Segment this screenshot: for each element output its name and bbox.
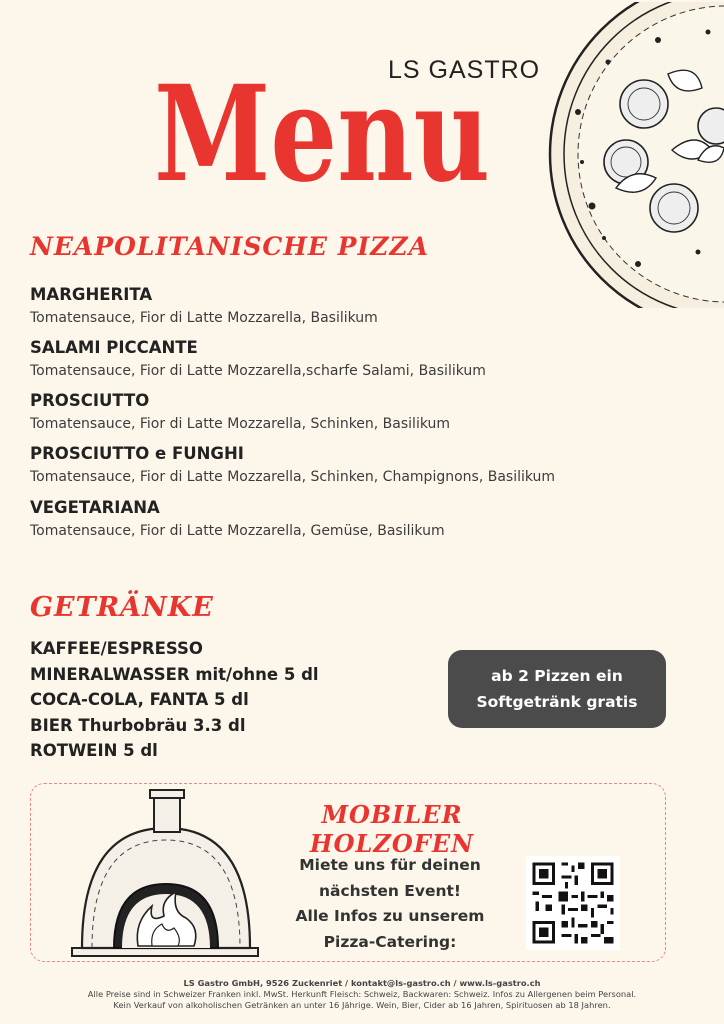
drink-item: BIER Thurbobräu 3.3 dl xyxy=(30,715,246,735)
footer-alcohol-note: Kein Verkauf von alkoholischen Getränken an unter 16 Jährige. Wein, Bier, Cider ab 16 Jahren, Spirituosen ab 18 Jahren. xyxy=(113,1000,611,1010)
pizza-illustration xyxy=(548,2,724,308)
pizza-name: SALAMI PICCANTE xyxy=(30,338,198,357)
menu-title-text: Menu xyxy=(154,62,490,192)
pizza-description: Tomatensauce, Fior di Latte Mozzarella,scharfe Salami, Basilikum xyxy=(30,363,486,379)
pizza-section-heading: NEAPOLITANISCHE PIZZA xyxy=(30,232,430,261)
catering-text xyxy=(268,853,512,955)
catering-line: nächsten Event! xyxy=(318,881,461,900)
pizza-description: Tomatensauce, Fior di Latte Mozzarella, Basilikum xyxy=(30,310,378,326)
drinks-list xyxy=(30,636,319,764)
drink-item: KAFFEE/ESPRESSO xyxy=(30,639,203,658)
catering-line: Pizza-Catering: xyxy=(323,932,457,951)
pizza-name: VEGETARIANA xyxy=(30,498,160,517)
pizza-name: PROSCIUTTO xyxy=(30,391,150,410)
promo-line-2: Softgetränk gratis xyxy=(476,693,638,711)
pizza-item xyxy=(30,444,555,485)
promo-line-1: ab 2 Pizzen ein xyxy=(491,667,623,685)
pizza-item xyxy=(30,391,450,432)
brand-name: LS GASTRO xyxy=(388,56,541,84)
pizza-description: Tomatensauce, Fior di Latte Mozzarella, Gemüse, Basilikum xyxy=(30,523,445,539)
pizza-name: PROSCIUTTO e FUNGHI xyxy=(30,444,244,463)
drink-item: COCA-COLA, FANTA 5 dl xyxy=(30,690,249,709)
menu-title xyxy=(152,62,492,192)
catering-line: Alle Infos zu unserem xyxy=(295,907,485,925)
drink-item: ROTWEIN 5 dl xyxy=(30,741,158,760)
pizza-name: MARGHERITA xyxy=(30,285,153,304)
promo-badge xyxy=(448,650,666,728)
pizza-description: Tomatensauce, Fior di Latte Mozzarella, Schinken, Basilikum xyxy=(30,416,451,432)
qr-code[interactable] xyxy=(526,856,620,950)
wood-oven-icon xyxy=(68,788,264,958)
footer xyxy=(0,978,724,1011)
drinks-section-heading: GETRÄNKE xyxy=(30,592,214,623)
pizza-item xyxy=(30,338,486,379)
catering-heading: MOBILER HOLZOFEN xyxy=(309,800,475,858)
pizza-description: Tomatensauce, Fior di Latte Mozzarella, Schinken, Champignons, Basilikum xyxy=(30,469,556,485)
pizza-item xyxy=(30,285,378,326)
catering-line: Miete uns für deinen xyxy=(299,856,481,874)
pizza-item xyxy=(30,498,445,539)
footer-contact: LS Gastro GmbH, 9526 Zuckenriet / kontakt@ls-gastro.ch / www.ls-gastro.ch xyxy=(183,978,541,988)
footer-pricing-note: Alle Preise sind in Schweizer Franken inkl. MwSt. Herkunft Fleisch: Schweiz, Backwaren: Schweiz. Infos zu Allergenen beim Personal. xyxy=(87,989,637,999)
drink-item: MINERALWASSER mit/ohne 5 dl xyxy=(30,664,319,684)
